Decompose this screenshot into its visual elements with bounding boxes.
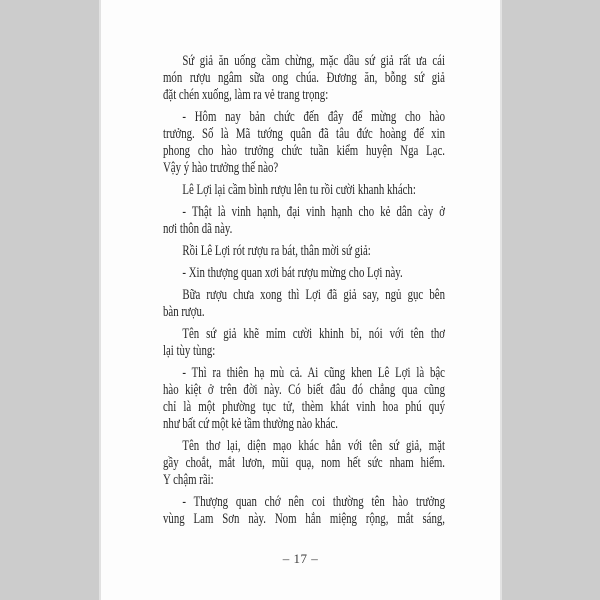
text-line: như bất cứ một kẻ tầm thường nào khác. xyxy=(163,416,339,432)
text-line: món rượu ngâm sữa ong chúa. Đương ăn, bỗng sứ giả xyxy=(163,70,445,86)
text-line: Y chậm rãi: xyxy=(163,472,214,488)
text-line: - Thượng quan chớ nên coi thường tên hào trưởng xyxy=(182,494,445,510)
paragraph xyxy=(163,53,445,104)
paragraph xyxy=(163,243,445,260)
paragraph xyxy=(163,326,445,360)
text-line: nơi thôn dã này. xyxy=(163,221,233,237)
page-text-block xyxy=(163,53,445,533)
paragraph xyxy=(163,494,445,528)
text-line: - Xin thượng quan xơi bát rượu mừng cho Lợi này. xyxy=(182,265,403,281)
text-line: trưởng. Số là Mã tướng quân đã tâu đức hoàng đế xin xyxy=(163,126,445,142)
paragraph xyxy=(163,287,445,321)
page-number: – 17 – xyxy=(282,551,319,566)
text-line: phong cho hào trưởng chức tuần kiểm huyện Nga Lạc. xyxy=(163,143,445,159)
text-line: lại tùy tùng: xyxy=(163,343,216,359)
book-page xyxy=(101,0,500,600)
text-line: Sứ giả ăn uống cầm chừng, mặc dầu sứ giả rất ưa cái xyxy=(182,53,445,69)
text-line: vùng Lam Sơn này. Nom hắn miệng rộng, mắt sáng, xyxy=(163,511,445,527)
text-line: Lê Lợi lại cầm bình rượu lên tu rồi cười khanh khách: xyxy=(182,182,416,198)
text-line: Rồi Lê Lợi rót rượu ra bát, thân mời sứ giả: xyxy=(182,243,371,259)
paragraph xyxy=(163,109,445,177)
text-line: Vậy ý hào trưởng thế nào? xyxy=(163,160,279,176)
text-line: Tên sứ giả khẽ mỉm cười khinh bỉ, nói với tên thơ xyxy=(182,326,445,342)
text-line: - Thì ra thiên hạ mù cả. Ai cũng khen Lê Lợi là bậc xyxy=(182,365,445,381)
paragraph xyxy=(163,265,445,282)
text-line: Bữa rượu chưa xong thì Lợi đã giả say, ngủ gục bên xyxy=(182,287,445,303)
text-line: - Thật là vinh hạnh, đại vinh hạnh cho kẻ dân cày ở xyxy=(182,204,445,220)
text-line: Tên thơ lại, diện mạo khác hẳn với tên sứ giả, mặt xyxy=(182,438,445,454)
text-line: - Hôm nay bản chức đến đây để mừng cho hào xyxy=(182,109,445,125)
text-line: đặt chén xuống, làm ra vẻ trang trọng: xyxy=(163,87,329,103)
paragraph xyxy=(163,204,445,238)
text-line: gầy choắt, mắt lươn, mũi quạ, nom hết sức nham hiểm. xyxy=(163,455,445,471)
paragraph xyxy=(163,365,445,433)
paragraph xyxy=(163,438,445,489)
text-line: chỉ là một phường tục tử, thèm khát vinh hoa phú quý xyxy=(163,399,445,415)
text-line: bàn rượu. xyxy=(163,304,205,320)
text-line: hào kiệt ở trên đời này. Có biết đâu đó chẳng qua cũng xyxy=(163,382,445,398)
paragraph xyxy=(163,182,445,199)
